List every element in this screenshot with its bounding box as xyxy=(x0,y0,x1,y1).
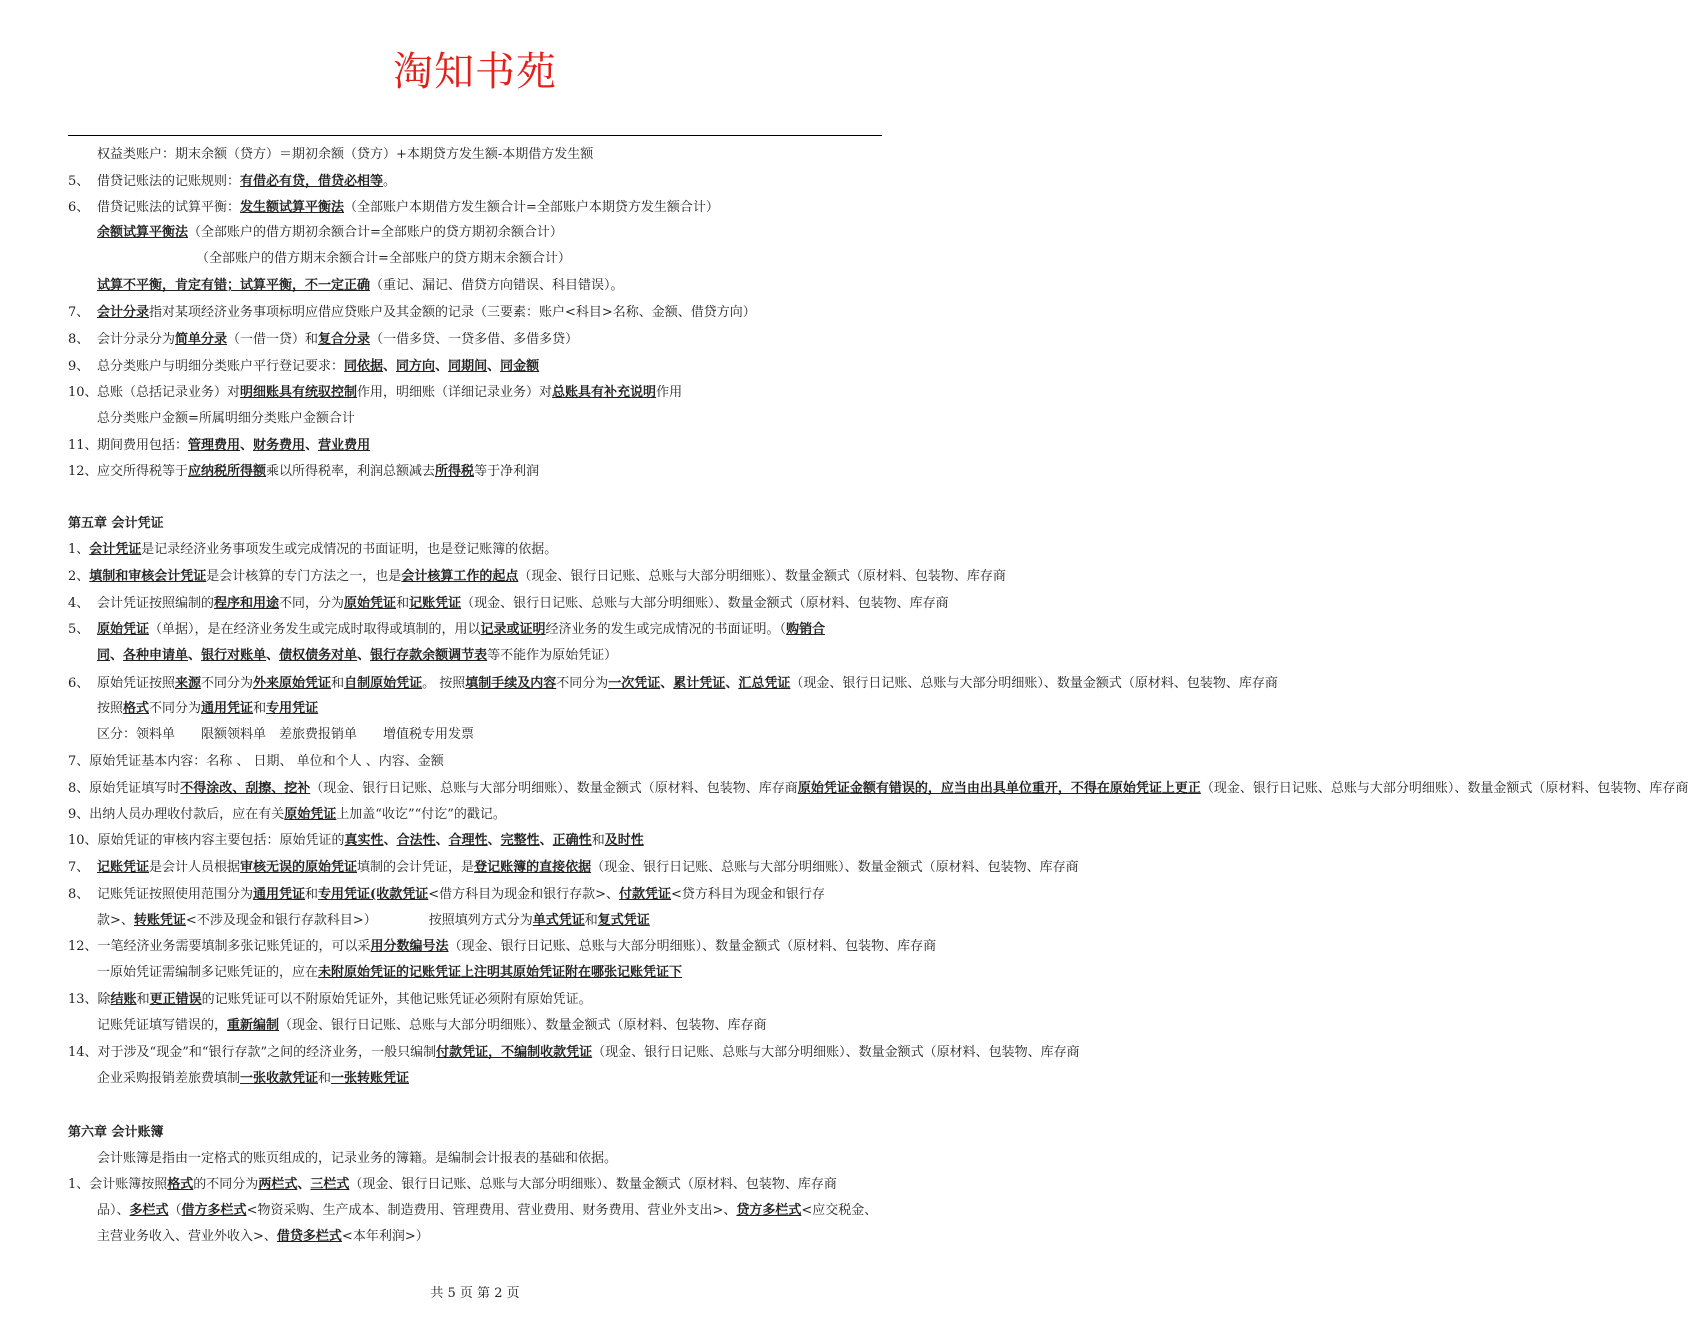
text-line: 权益类账户：期末余额（贷方）＝期初余额（贷方）+本期贷方发生额-本期借方发生额 xyxy=(97,147,594,162)
text-line: 总分类账户金额=所属明细分类账户金额合计 xyxy=(97,411,355,426)
list-item: 8、 记账凭证按照使用范围分为通用凭证和专用凭证(收款凭证<借方科目为现金和银行存款>、付款凭证<贷方科目为现金和银行存 xyxy=(68,887,825,902)
list-item: 2、填制和审核会计凭证是会计核算的专门方法之一，也是会计核算工作的起点（现金、银行日记账、总账与大部分明细账）、数量金额式（原材料、包装物、库存商 xyxy=(68,569,1006,584)
list-item: 8、原始凭证填写时不得涂改、刮擦、挖补（现金、银行日记账、总账与大部分明细账）、数量金额式（原材料、包装物、库存商原始凭证金额有错误的，应当由出具单位重开，不得在原始凭证上更正（现金、银行日记账、总账与大部分明细账）、数量金额式（原材料、包装物、库存商 xyxy=(68,781,1688,796)
list-item: 6、 原始凭证按照来源不同分为外来原始凭证和自制原始凭证。 按照填制手续及内容不同分为一次凭证、累计凭证、汇总凭证（现金、银行日记账、总账与大部分明细账）、数量金额式（原材料、包装物、库存商 xyxy=(68,676,1278,691)
text-line: 品）、多栏式（借方多栏式<物资采购、生产成本、制造费用、管理费用、营业费用、财务费用、营业外支出>、贷方多栏式<应交税金、 xyxy=(97,1203,878,1218)
text-line: 款>、转账凭证<不涉及现金和银行存款科目>） 按照填列方式分为单式凭证和复式凭证 xyxy=(97,913,650,928)
section-heading: 第五章 会计凭证 xyxy=(68,516,164,531)
text-line: （全部账户的借方期末余额合计=全部账户的贷方期末余额合计） xyxy=(196,251,571,266)
list-item: 4、 会计凭证按照编制的程序和用途不同，分为原始凭证和记账凭证（现金、银行日记账、总账与大部分明细账）、数量金额式（原材料、包装物、库存商 xyxy=(68,596,949,611)
list-item: 7、 会计分录指对某项经济业务事项标明应借应贷账户及其金额的记录（三要素：账户<科目>名称、金额、借贷方向） xyxy=(68,305,756,320)
list-item: 12、应交所得税等于应纳税所得额乘以所得税率，利润总额减去所得税等于净利润 xyxy=(68,464,540,479)
list-item: 1、会计凭证是记录经济业务事项发生或完成情况的书面证明，也是登记账簿的依据。 xyxy=(68,542,558,557)
list-item: 8、 会计分录分为简单分录（一借一贷）和复合分录（一借多贷、一贷多借、多借多贷） xyxy=(68,332,579,347)
text-line: 主营业务收入、营业外收入>、借贷多栏式<本年利润>） xyxy=(97,1229,429,1244)
text-line: 按照格式不同分为通用凭证和专用凭证 xyxy=(97,701,319,716)
header-rule xyxy=(68,135,882,136)
list-item: 13、除结账和更正错误的记账凭证可以不附原始凭证外，其他记账凭证必须附有原始凭证。 xyxy=(68,992,592,1007)
list-item: 10、总账（总括记录业务）对明细账具有统驭控制作用，明细账（详细记录业务）对总账具有补充说明作用 xyxy=(68,385,683,400)
text-line: 区分：领料单 限额领料单 差旅费报销单 增值税专用发票 xyxy=(97,727,475,742)
list-item: 10、原始凭证的审核内容主要包括：原始凭证的真实性、合法性、合理性、完整性、正确性和及时性 xyxy=(68,833,644,848)
list-item: 12、一笔经济业务需要填制多张记账凭证的，可以采用分数编号法（现金、银行日记账、总账与大部分明细账）、数量金额式（原材料、包装物、库存商 xyxy=(68,939,937,954)
list-item: 1、会计账簿按照格式的不同分为两栏式、三栏式（现金、银行日记账、总账与大部分明细账）、数量金额式（原材料、包装物、库存商 xyxy=(68,1177,837,1192)
list-item: 14、对于涉及“现金”和“银行存款”之间的经济业务，一般只编制付款凭证，不编制收款凭证（现金、银行日记账、总账与大部分明细账）、数量金额式（原材料、包装物、库存商 xyxy=(68,1045,1080,1060)
text-line: 余额试算平衡法（全部账户的借方期初余额合计=全部账户的贷方期初余额合计） xyxy=(97,225,563,240)
list-item: 11、期间费用包括：管理费用、财务费用、营业费用 xyxy=(68,438,371,453)
text-line: 试算不平衡，肯定有错；试算平衡，不一定正确（重记、漏记、借贷方向错误、科目错误）。 xyxy=(97,278,624,293)
list-item: 7、 记账凭证是会计人员根据审核无误的原始凭证填制的会计凭证，是登记账簿的直接依据（现金、银行日记账、总账与大部分明细账）、数量金额式（原材料、包装物、库存商 xyxy=(68,860,1079,875)
text-line: 记账凭证填写错误的，重新编制（现金、银行日记账、总账与大部分明细账）、数量金额式（原材料、包装物、库存商 xyxy=(97,1018,767,1033)
list-item: 7、原始凭证基本内容：名称 、 日期、 单位和个人 、内容、金额 xyxy=(68,754,444,769)
page-header-title: 淘知书苑 xyxy=(393,49,557,95)
text-line: 一原始凭证需编制多记账凭证的，应在未附原始凭证的记账凭证上注明其原始凭证附在哪张记账凭证下 xyxy=(97,965,683,980)
list-item: 5、 借贷记账法的记账规则：有借必有贷，借贷必相等。 xyxy=(68,174,397,189)
page-footer: 共 5 页 第 2 页 xyxy=(430,1286,520,1301)
text-line: 同、各种申请单、银行对账单、债权债务对单、银行存款余额调节表等不能作为原始凭证） xyxy=(97,648,618,663)
list-item: 5、 原始凭证（单据），是在经济业务发生或完成时取得或填制的，用以记录或证明经济业务的发生或完成情况的书面证明。（购销合 xyxy=(68,622,826,637)
list-item: 9、 总分类账户与明细分类账户平行登记要求：同依据、同方向、同期间、同金额 xyxy=(68,359,540,374)
text-line: 企业采购报销差旅费填制一张收款凭证和一张转账凭证 xyxy=(97,1071,410,1086)
text-line: 会计账簿是指由一定格式的账页组成的，记录业务的簿籍。是编制会计报表的基础和依据。 xyxy=(97,1151,618,1166)
list-item: 9、出纳人员办理收付款后，应在有关原始凭证上加盖“收讫”“付讫”的戳记。 xyxy=(68,807,506,822)
list-item: 6、 借贷记账法的试算平衡：发生额试算平衡法（全部账户本期借方发生额合计=全部账户本期贷方发生额合计） xyxy=(68,200,719,215)
section-heading: 第六章 会计账簿 xyxy=(68,1125,164,1140)
